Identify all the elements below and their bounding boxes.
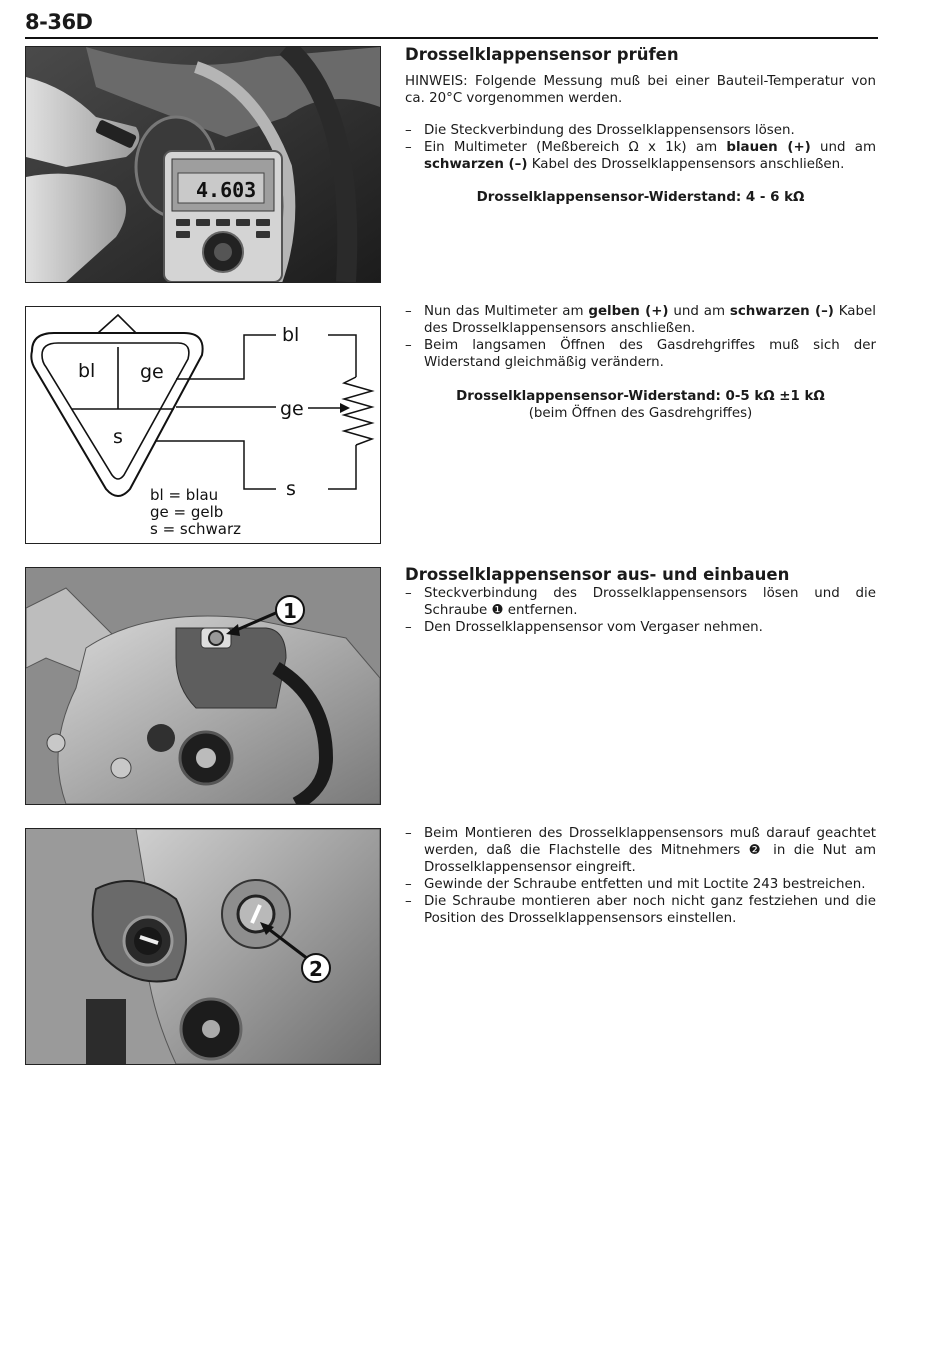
section-title-remove: Drosselklappensensor aus- und einbauen: [405, 565, 790, 584]
list-item: – Beim Montieren des Drosselklappensensors muß darauf geachtet werden, daß die Flachstelle des Mitnehmers ❷ in die Nut am Drosselklappensensor eingreift.: [405, 826, 876, 875]
photo-sensor-mounting: [25, 828, 381, 1065]
legend-schwarz: s = schwarz: [150, 520, 241, 538]
list-item: – Nun das Multimeter am gelben (+) und am schwarzen (–) Kabel des Drosselklappensensors anschließen.: [405, 304, 876, 336]
list-item: – Beim langsamen Öffnen des Gasdrehgriffes muß sich der Widerstand gleichmäßig verändern.: [405, 338, 876, 370]
page-number: 8-36D: [25, 10, 93, 34]
wire-label-s: s: [286, 478, 296, 500]
wire-label-ge: ge: [280, 398, 304, 420]
callout-2: 2: [309, 957, 323, 981]
page-header: [25, 8, 878, 39]
legend-gelb: ge = gelb: [150, 503, 224, 521]
list-marker: –: [405, 894, 412, 909]
note-temperature: HINWEIS: Folgende Messung muß bei einer Bauteil-Temperatur von ca. 20°C vorgenommen werden.: [405, 74, 876, 106]
section-check-sensor: [405, 44, 876, 206]
list-item: – Die Steckverbindung des Drosselklappensensors lösen.: [405, 123, 795, 138]
section-remove-install: [405, 564, 876, 636]
section-title-check: Drosselklappensensor prüfen: [405, 45, 679, 64]
list-marker: –: [405, 123, 412, 138]
connector-label-bl: bl: [78, 360, 96, 382]
list-item: – Den Drosselklappensensor vom Vergaser nehmen.: [405, 620, 763, 635]
list-marker: –: [405, 338, 412, 353]
list-item: – Steckverbindung des Drosselklappensensors lösen und die Schraube ❶ entfernen.: [405, 586, 876, 618]
meter-reading: 4.603: [196, 178, 257, 202]
spec-resistance-1: Drosselklappensensor-Widerstand: 4 - 6 kΩ: [476, 190, 805, 205]
list-marker: –: [405, 620, 412, 635]
list-marker: –: [405, 140, 412, 155]
list-marker: –: [405, 826, 412, 841]
callout-1: 1: [283, 599, 297, 623]
photo-sensor-removal: [25, 567, 381, 805]
section-check-sensor-2: [405, 303, 876, 422]
wiring-diagram: [25, 306, 381, 544]
list-marker: –: [405, 877, 412, 892]
list-item: – Gewinde der Schraube entfetten und mit Loctite 243 bestreichen.: [405, 877, 866, 892]
connector-label-ge: ge: [140, 361, 164, 383]
list-marker: –: [405, 586, 412, 601]
photo-multimeter-measurement: [25, 46, 381, 283]
legend-blau: bl = blau: [150, 486, 219, 504]
list-item: – Die Schraube montieren aber noch nicht ganz festziehen und die Position des Drosselklappensensors einstellen.: [405, 894, 876, 926]
list-item: – Ein Multimeter (Meßbereich Ω x 1k) am blauen (+) und am schwarzen (–) Kabel des Drosselklappensensors anschließen.: [405, 140, 876, 172]
connector-label-s: s: [113, 426, 123, 448]
section-mounting: [405, 825, 876, 927]
list-marker: –: [405, 304, 412, 319]
spec-resistance-2: Drosselklappensensor-Widerstand: 0-5 kΩ ±1 kΩ: [456, 389, 825, 404]
wire-label-bl: bl: [282, 324, 300, 346]
spec-note: (beim Öffnen des Gasdrehgriffes): [528, 406, 753, 421]
